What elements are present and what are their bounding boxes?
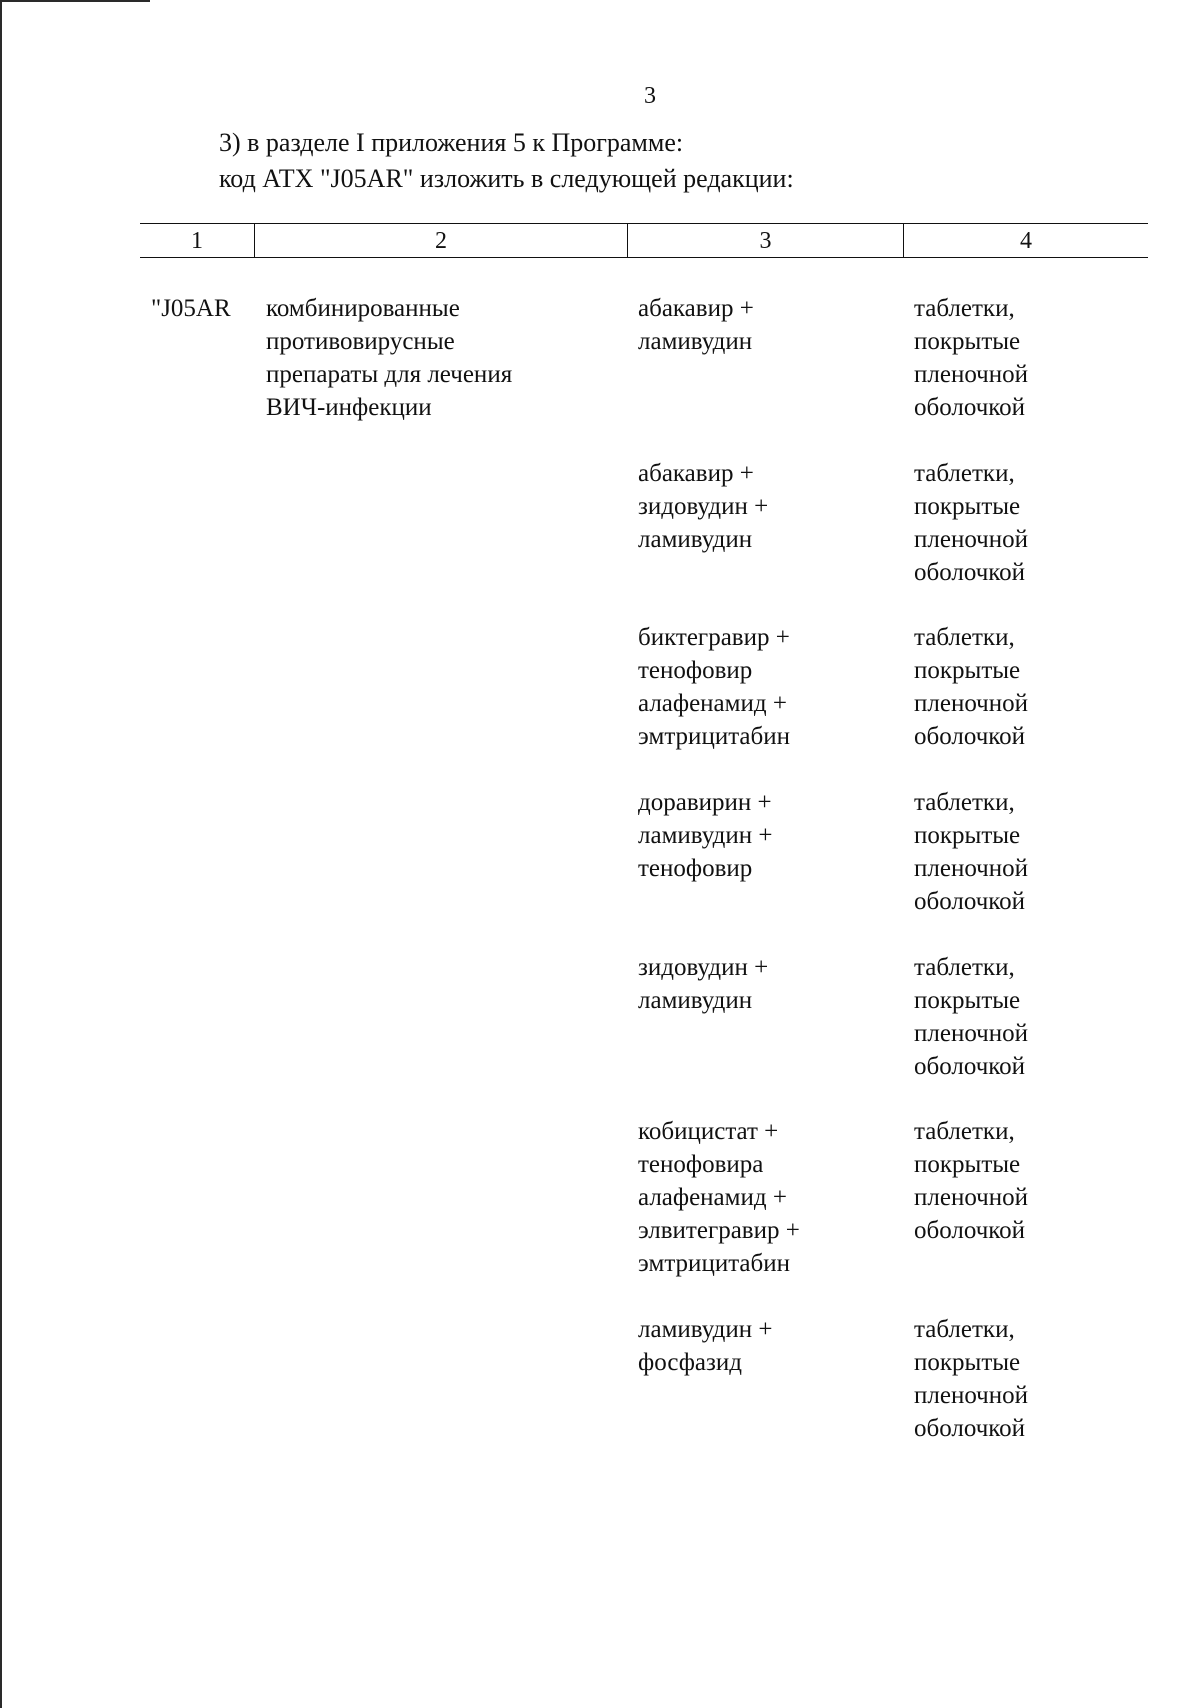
form-line: покрытые	[914, 1151, 1021, 1178]
dosage-form-cell	[914, 1313, 1028, 1445]
drug-line: зидовудин +	[638, 954, 769, 981]
dosage-form-cell	[914, 457, 1028, 589]
drug-line: тенофовир	[638, 657, 753, 684]
form-line: оболочкой	[914, 394, 1026, 421]
scan-edge-top	[0, 0, 150, 2]
group-line: ВИЧ-инфекции	[266, 394, 432, 421]
form-line: пленочной	[914, 855, 1029, 882]
dosage-form-cell	[914, 292, 1028, 424]
scan-edge-left	[0, 0, 2, 1708]
drug-line: алафенамид +	[638, 1184, 787, 1211]
dosage-form-cell	[914, 621, 1028, 753]
form-line: оболочкой	[914, 1415, 1026, 1442]
form-line: оболочкой	[914, 559, 1026, 586]
form-line: пленочной	[914, 1020, 1029, 1047]
form-line: таблетки,	[914, 954, 1015, 981]
drug-line: абакавир +	[638, 460, 754, 487]
column-number-3: 3	[759, 228, 772, 254]
drug-line: зидовудин +	[638, 493, 769, 520]
drug-group-name	[266, 292, 512, 424]
dosage-form-cell	[914, 1115, 1028, 1247]
intro-text	[219, 125, 794, 197]
drug-line: ламивудин +	[638, 822, 773, 849]
form-line: оболочкой	[914, 888, 1026, 915]
drug-line: алафенамид +	[638, 690, 787, 717]
group-line: препараты для лечения	[266, 361, 513, 388]
drug-line: абакавир +	[638, 295, 754, 322]
form-line: таблетки,	[914, 460, 1015, 487]
drug-name-cell	[638, 457, 768, 556]
form-line: пленочной	[914, 361, 1029, 388]
drug-name-cell	[638, 292, 754, 358]
drug-line: элвитегравир +	[638, 1217, 800, 1244]
drug-line: биктегравир +	[638, 624, 790, 651]
intro-line-1: 3) в разделе I приложения 5 к Программе:	[219, 128, 684, 157]
group-line: комбинированные	[266, 295, 460, 322]
group-line: противовирусные	[266, 328, 455, 355]
drug-line: тенофовир	[638, 855, 753, 882]
drug-name-cell	[638, 621, 790, 753]
page-number: 3	[644, 83, 656, 109]
drug-line: ламивудин	[638, 987, 753, 1014]
drug-line: тенофовира	[638, 1151, 764, 1178]
drug-line: ламивудин	[638, 526, 753, 553]
intro-line-2: код АТХ "J05AR" изложить в следующей редакции:	[219, 164, 794, 193]
drug-line: доравирин +	[638, 789, 772, 816]
form-line: покрытые	[914, 328, 1021, 355]
drug-name-cell	[638, 951, 768, 1017]
form-line: оболочкой	[914, 1053, 1026, 1080]
drug-name-cell	[638, 786, 772, 885]
dosage-form-cell	[914, 951, 1028, 1083]
column-number-2: 2	[435, 228, 447, 254]
form-line: оболочкой	[914, 1217, 1026, 1244]
column-number-4: 4	[1020, 228, 1032, 254]
form-line: таблетки,	[914, 1118, 1015, 1145]
form-line: таблетки,	[914, 1316, 1015, 1343]
form-line: пленочной	[914, 690, 1029, 717]
table-header-top-rule	[140, 223, 1148, 224]
form-line: пленочной	[914, 1184, 1029, 1211]
form-line: пленочной	[914, 1382, 1029, 1409]
form-line: покрытые	[914, 987, 1021, 1014]
form-line: таблетки,	[914, 624, 1015, 651]
table-header-bottom-rule	[140, 257, 1148, 258]
drug-line: ламивудин +	[638, 1316, 773, 1343]
form-line: пленочной	[914, 526, 1029, 553]
drug-line: фосфазид	[638, 1349, 742, 1376]
drug-line: эмтрицитабин	[638, 1250, 791, 1277]
form-line: оболочкой	[914, 723, 1026, 750]
form-line: таблетки,	[914, 789, 1015, 816]
column-number-1: 1	[191, 228, 203, 254]
form-line: таблетки,	[914, 295, 1015, 322]
drug-line: ламивудин	[638, 328, 753, 355]
form-line: покрытые	[914, 657, 1021, 684]
drug-name-cell	[638, 1115, 800, 1280]
form-line: покрытые	[914, 493, 1021, 520]
atx-code: "J05AR	[151, 295, 231, 322]
drug-line: кобицистат +	[638, 1118, 779, 1145]
form-line: покрытые	[914, 1349, 1021, 1376]
drug-line: эмтрицитабин	[638, 723, 791, 750]
dosage-form-cell	[914, 786, 1028, 918]
form-line: покрытые	[914, 822, 1021, 849]
drug-name-cell	[638, 1313, 772, 1379]
